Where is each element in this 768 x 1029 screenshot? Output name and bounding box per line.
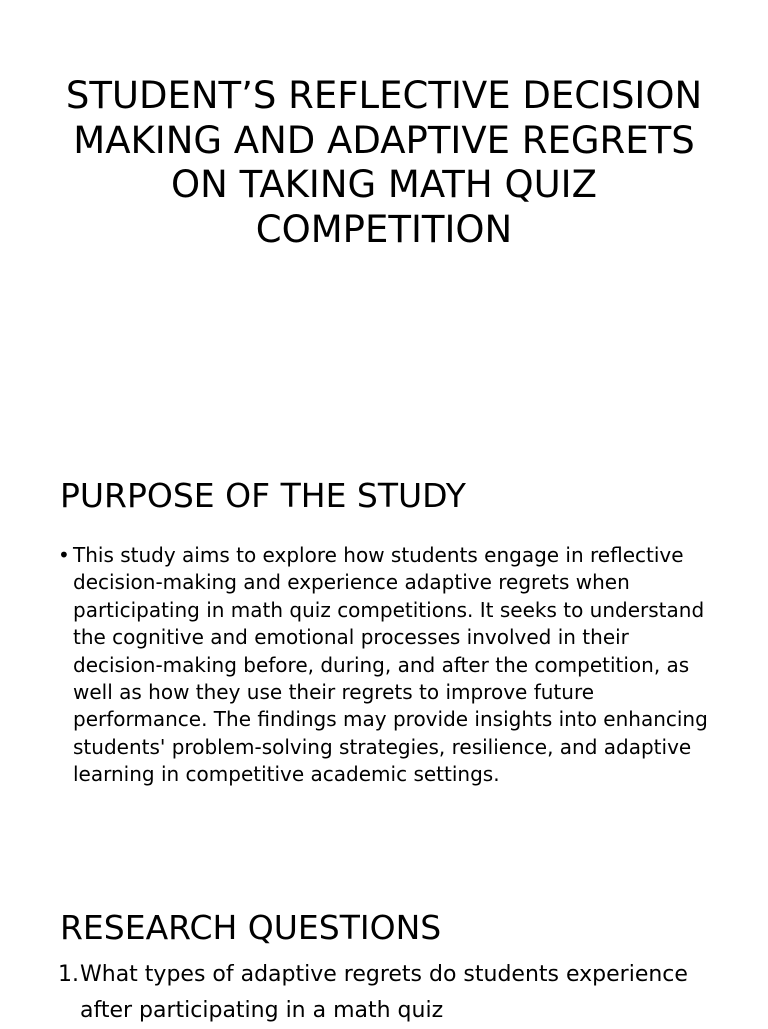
document-title: STUDENT’S REFLECTIVE DECISION MAKING AND ADAPTIVE REGRETS ON TAKING MATH QUIZ COMPETITION xyxy=(65,74,703,251)
research-question-item xyxy=(58,957,718,1029)
question-number: 1. xyxy=(58,962,79,987)
research-questions-list xyxy=(58,957,718,1029)
purpose-heading: PURPOSE OF THE STUDY xyxy=(60,476,466,515)
bullet-icon: • xyxy=(58,543,70,567)
research-questions-heading: RESEARCH QUESTIONS xyxy=(60,908,442,947)
purpose-list xyxy=(58,542,718,789)
purpose-bullet-item xyxy=(58,542,718,789)
purpose-text: This study aims to explore how students engage in reflective decision-making and experience adaptive regrets when participating in math quiz competitions. It seeks to understand the cognitive and emotional processes involved in their decision-making before, during, and after the competition, as well as how they use their regrets to improve future performance. The findings may provide insights into enhancing students' problem-solving strategies, resilience, and adaptive learning in competitive academic settings. xyxy=(73,543,708,787)
question-text: What types of adaptive regrets do students experience after participating in a math quiz xyxy=(80,962,688,1023)
